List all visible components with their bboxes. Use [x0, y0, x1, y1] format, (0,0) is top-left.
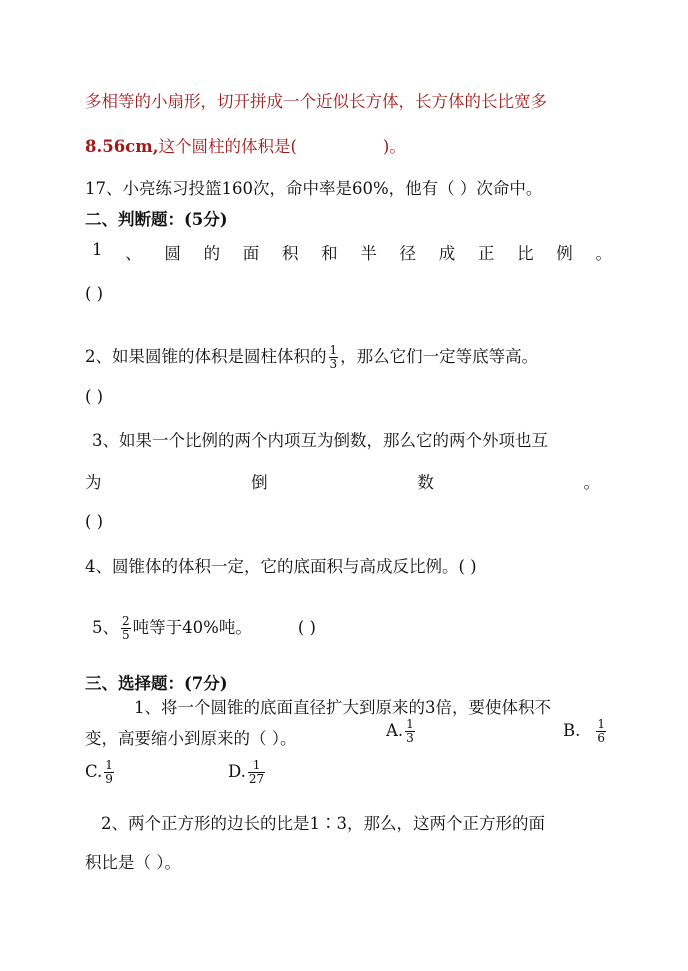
- judge-item-1-char: 圆: [164, 244, 181, 263]
- judge-item-2: [85, 343, 538, 371]
- section-2-title: 二、判断题：(5分): [85, 210, 228, 229]
- fraction-denominator: 3: [329, 357, 338, 371]
- option-b-label: B.: [563, 721, 581, 740]
- judge-item-3-line-1: 3、如果一个比例的两个内项互为倒数，那么它的两个外项也互: [92, 431, 548, 450]
- choice-1-line-2: [85, 725, 297, 749]
- judge-item-1-char: 半: [360, 244, 377, 263]
- judge-item-1-char: 1: [92, 240, 103, 259]
- judge-item-2-answer: ( ): [85, 387, 104, 406]
- fraction-denominator: 5: [122, 628, 130, 642]
- red-text-line-1: 多相等的小扇形，切开拼成一个近似长方体，长方体的长比宽多: [85, 92, 547, 111]
- option-d: [228, 759, 267, 786]
- judge-item-5: [92, 614, 316, 642]
- judge-item-5-text: 吨等于40%吨。: [132, 618, 252, 637]
- fraction-two-fifths: [121, 615, 131, 642]
- option-a-fraction: [405, 718, 415, 745]
- choice-1-line-1: 1、将一个圆锥的底面直径扩大到原来的3倍，要使体积不: [134, 698, 551, 717]
- judge-item-3-char: 数: [417, 473, 434, 492]
- judge-item-1: [92, 240, 612, 264]
- fraction-numerator: 1: [597, 717, 606, 731]
- option-a: [386, 718, 417, 745]
- fraction-denominator: 9: [105, 772, 113, 786]
- option-d-label: D.: [228, 762, 246, 781]
- judge-item-3-line-2: [85, 469, 600, 493]
- judge-item-3-answer: ( ): [85, 512, 104, 531]
- length-difference: 8.56cm,: [85, 137, 159, 156]
- judge-item-1-char: 成: [438, 244, 456, 263]
- option-c: [85, 759, 116, 786]
- section-3-title: 三、选择题：(7分): [85, 674, 228, 693]
- fraction-numerator: 2: [122, 614, 130, 628]
- question-17: 17、小亮练习投篮160次，命中率是60%，他有（ ）次命中。: [85, 179, 543, 198]
- judge-item-1-answer: ( ): [85, 284, 104, 303]
- judge-item-1-char: 正: [477, 244, 495, 263]
- choice-2-line-1: 2、两个正方形的边长的比是1∶3，那么，这两个正方形的面: [101, 814, 545, 833]
- judge-item-3-char: 。: [583, 473, 600, 492]
- judge-item-1-char: 、: [125, 244, 142, 263]
- option-b: [563, 718, 608, 745]
- judge-item-3-char: 倒: [251, 473, 268, 492]
- fraction-denominator: 6: [597, 731, 606, 745]
- judge-item-2-text: 2、如果圆锥的体积是圆柱体积的: [85, 347, 327, 366]
- answer-close: )。: [382, 137, 406, 156]
- judge-item-1-char: 径: [399, 244, 416, 263]
- option-c-fraction: [104, 759, 114, 786]
- judge-item-1-char: 和: [321, 244, 338, 263]
- option-d-fraction: [248, 759, 265, 786]
- fraction-numerator: 1: [105, 758, 113, 772]
- judge-item-3-char: 为: [85, 473, 102, 492]
- fraction-numerator: 1: [329, 343, 338, 357]
- judge-item-1-char: 的: [203, 244, 221, 263]
- judge-item-3-text: [85, 469, 600, 493]
- fraction-one-third: [329, 344, 339, 371]
- judge-item-2-text-end: ，那么它们一定等底等高。: [340, 347, 539, 366]
- judge-item-1-char: 比: [517, 244, 534, 263]
- fraction-numerator: 1: [406, 717, 414, 731]
- option-a-label: A.: [386, 721, 404, 740]
- judge-item-1-char: 面: [242, 244, 260, 263]
- judge-item-1-text: [92, 240, 612, 264]
- judge-item-1-char: 。: [595, 244, 612, 263]
- judge-item-1-char: 例: [556, 244, 573, 263]
- cylinder-volume-prompt: 这个圆柱的体积是(: [158, 137, 297, 156]
- choice-1-stem: 变，高要缩小到原来的（ ）。: [85, 729, 297, 748]
- fraction-denominator: 3: [406, 731, 414, 745]
- judge-item-1-char: 积: [281, 244, 299, 263]
- fraction-denominator: 27: [248, 772, 265, 786]
- option-c-label: C.: [85, 762, 103, 781]
- judge-item-5-answer: ( ): [297, 618, 316, 637]
- fraction-numerator: 1: [248, 759, 265, 773]
- option-b-fraction: [596, 718, 606, 745]
- red-text-line-2: [85, 133, 406, 157]
- judge-item-4: 4、圆锥体的体积一定，它的底面积与高成反比例。( ): [85, 557, 477, 576]
- judge-item-5-number: 5、: [92, 618, 119, 637]
- choice-2-line-2: 积比是（ ）。: [85, 853, 181, 872]
